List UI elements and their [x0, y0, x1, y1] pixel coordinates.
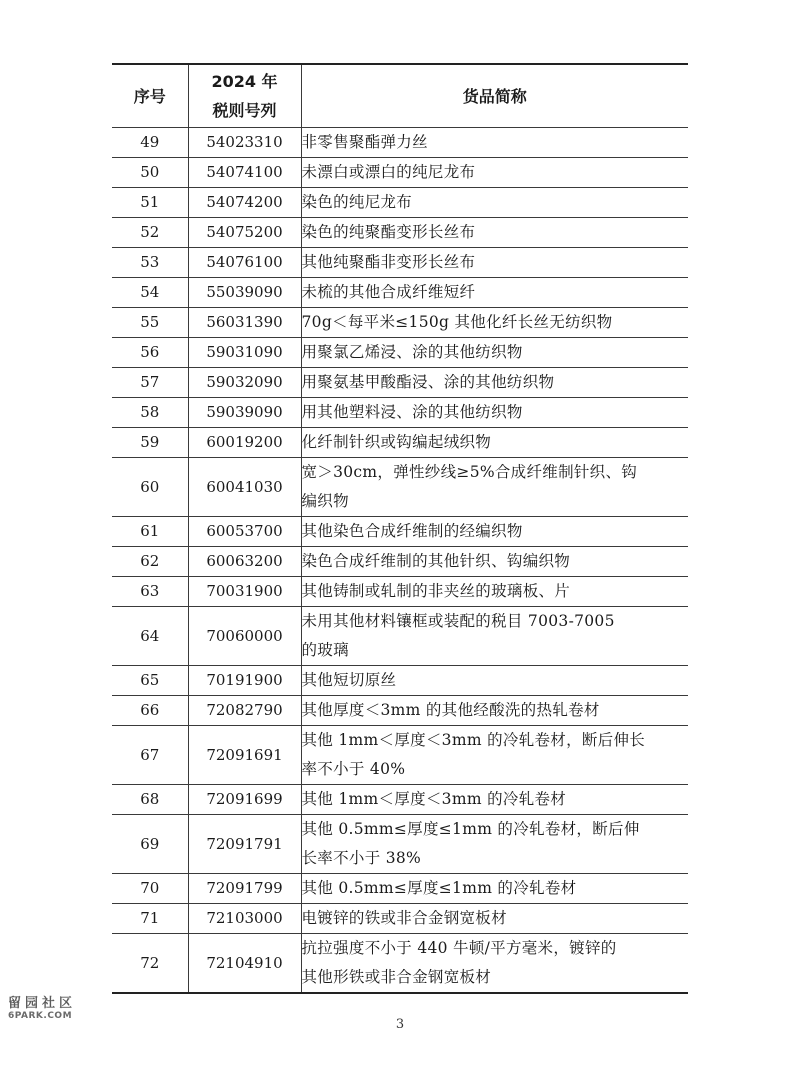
row-goods-name — [301, 815, 688, 874]
row-goods-name — [301, 785, 688, 815]
row-goods-name — [301, 458, 688, 517]
row-goods-name — [301, 666, 688, 696]
table-row — [112, 934, 688, 994]
goods-name-line: 非零售聚酯弹力丝 — [301, 133, 428, 151]
row-goods-name — [301, 308, 688, 338]
header-name: 货品简称 — [301, 64, 688, 128]
row-tariff-code: 60019200 — [188, 428, 301, 458]
row-tariff-code: 72082790 — [188, 696, 301, 726]
table-row — [112, 726, 688, 785]
row-tariff-code: 70031900 — [188, 577, 301, 607]
row-goods-name — [301, 128, 688, 158]
page-number: 3 — [395, 1017, 405, 1032]
goods-name-line: 编织物 — [301, 492, 349, 510]
row-goods-name — [301, 696, 688, 726]
goods-name-line: 其他短切原丝 — [301, 671, 397, 689]
goods-name-line: 用聚氨基甲酸酯浸、涂的其他纺织物 — [301, 373, 555, 391]
table-body — [112, 128, 688, 994]
row-seq: 67 — [112, 726, 188, 785]
row-goods-name — [301, 577, 688, 607]
row-seq: 65 — [112, 666, 188, 696]
row-seq: 60 — [112, 458, 188, 517]
row-goods-name — [301, 398, 688, 428]
goods-name-line: 未梳的其他合成纤维短纤 — [301, 283, 476, 301]
table-row — [112, 785, 688, 815]
row-seq: 64 — [112, 607, 188, 666]
row-goods-name — [301, 158, 688, 188]
watermark-en: 6PARK.COM — [8, 1011, 73, 1021]
goods-name-line: 长率不小于 38% — [301, 849, 422, 867]
row-tariff-code: 56031390 — [188, 308, 301, 338]
goods-name-line: 的玻璃 — [301, 641, 349, 659]
row-seq: 72 — [112, 934, 188, 994]
row-goods-name — [301, 517, 688, 547]
table-row — [112, 458, 688, 517]
row-tariff-code: 59031090 — [188, 338, 301, 368]
table-row — [112, 338, 688, 368]
row-tariff-code: 54075200 — [188, 218, 301, 248]
row-tariff-code: 70060000 — [188, 607, 301, 666]
row-seq: 61 — [112, 517, 188, 547]
row-seq: 63 — [112, 577, 188, 607]
row-tariff-code: 72104910 — [188, 934, 301, 994]
row-seq: 50 — [112, 158, 188, 188]
table-row — [112, 368, 688, 398]
row-seq: 52 — [112, 218, 188, 248]
goods-name-line: 其他染色合成纤维制的经编织物 — [301, 522, 523, 540]
table-row — [112, 874, 688, 904]
row-seq: 51 — [112, 188, 188, 218]
row-tariff-code: 60063200 — [188, 547, 301, 577]
row-tariff-code: 54023310 — [188, 128, 301, 158]
goods-name-line: 染色合成纤维制的其他针织、钩编织物 — [301, 552, 571, 570]
row-seq: 54 — [112, 278, 188, 308]
table-row — [112, 696, 688, 726]
header-code-line2: 税则号列 — [212, 101, 277, 120]
table-row — [112, 128, 688, 158]
goods-name-line: 未用其他材料镶框或装配的税目 7003-7005 — [301, 612, 615, 630]
goods-name-line: 染色的纯聚酯变形长丝布 — [301, 223, 476, 241]
row-tariff-code: 54076100 — [188, 248, 301, 278]
row-goods-name — [301, 188, 688, 218]
row-seq: 53 — [112, 248, 188, 278]
table-row — [112, 547, 688, 577]
row-goods-name — [301, 218, 688, 248]
row-seq: 57 — [112, 368, 188, 398]
header-code-line1: 2024 年 — [211, 72, 278, 91]
row-tariff-code: 60041030 — [188, 458, 301, 517]
goods-name-line: 化纤制针织或钩编起绒织物 — [301, 433, 492, 451]
table-row — [112, 904, 688, 934]
goods-name-line: 其他 1mm＜厚度＜3mm 的冷轧卷材，断后伸长 — [301, 731, 646, 749]
row-seq: 70 — [112, 874, 188, 904]
table-row — [112, 308, 688, 338]
row-goods-name — [301, 338, 688, 368]
row-goods-name — [301, 547, 688, 577]
goods-name-line: 染色的纯尼龙布 — [301, 193, 413, 211]
table-row — [112, 815, 688, 874]
table-row — [112, 517, 688, 547]
table-row — [112, 278, 688, 308]
row-seq: 55 — [112, 308, 188, 338]
goods-name-line: 其他铸制或轧制的非夹丝的玻璃板、片 — [301, 582, 571, 600]
goods-name-line: 其他纯聚酯非变形长丝布 — [301, 253, 476, 271]
row-goods-name — [301, 874, 688, 904]
row-goods-name — [301, 934, 688, 994]
row-tariff-code: 72091791 — [188, 815, 301, 874]
table-row — [112, 188, 688, 218]
row-seq: 58 — [112, 398, 188, 428]
goods-name-line: 其他 1mm＜厚度＜3mm 的冷轧卷材 — [301, 790, 567, 808]
goods-name-line: 宽＞30cm，弹性纱线≥5%合成纤维制针织、钩 — [301, 463, 638, 481]
row-tariff-code: 72091799 — [188, 874, 301, 904]
row-goods-name — [301, 278, 688, 308]
table-row — [112, 398, 688, 428]
row-goods-name — [301, 904, 688, 934]
row-tariff-code: 55039090 — [188, 278, 301, 308]
row-goods-name — [301, 607, 688, 666]
row-tariff-code: 54074200 — [188, 188, 301, 218]
row-tariff-code: 59039090 — [188, 398, 301, 428]
table-row — [112, 428, 688, 458]
table-row — [112, 218, 688, 248]
goods-name-line: 其他 0.5mm≤厚度≤1mm 的冷轧卷材 — [301, 879, 577, 897]
row-goods-name — [301, 726, 688, 785]
goods-name-line: 用其他塑料浸、涂的其他纺织物 — [301, 403, 523, 421]
goods-name-line: 抗拉强度不小于 440 牛顿/平方毫米，镀锌的 — [301, 939, 617, 957]
table-row — [112, 666, 688, 696]
goods-name-line: 率不小于 40% — [301, 760, 406, 778]
row-goods-name — [301, 368, 688, 398]
row-seq: 62 — [112, 547, 188, 577]
goods-name-line: 用聚氯乙烯浸、涂的其他纺织物 — [301, 343, 523, 361]
goods-name-line: 其他 0.5mm≤厚度≤1mm 的冷轧卷材，断后伸 — [301, 820, 640, 838]
table-row — [112, 248, 688, 278]
goods-name-line: 电镀锌的铁或非合金钢宽板材 — [301, 909, 507, 927]
row-seq: 68 — [112, 785, 188, 815]
goods-name-line: 其他厚度＜3mm 的其他经酸洗的热轧卷材 — [301, 701, 600, 719]
tariff-table — [112, 63, 688, 994]
row-seq: 49 — [112, 128, 188, 158]
row-seq: 59 — [112, 428, 188, 458]
header-seq: 序号 — [112, 64, 188, 128]
row-seq: 66 — [112, 696, 188, 726]
row-goods-name — [301, 428, 688, 458]
row-seq: 71 — [112, 904, 188, 934]
table-header-row — [112, 64, 688, 128]
table-row — [112, 577, 688, 607]
table-row — [112, 607, 688, 666]
goods-name-line: 未漂白或漂白的纯尼龙布 — [301, 163, 476, 181]
row-goods-name — [301, 248, 688, 278]
row-tariff-code: 60053700 — [188, 517, 301, 547]
row-seq: 56 — [112, 338, 188, 368]
goods-name-line: 70g＜每平米≤150g 其他化纤长丝无纺织物 — [301, 313, 613, 331]
header-code — [188, 64, 301, 128]
watermark-cn: 留园社区 — [8, 996, 77, 1011]
row-tariff-code: 72103000 — [188, 904, 301, 934]
row-tariff-code: 54074100 — [188, 158, 301, 188]
row-seq: 69 — [112, 815, 188, 874]
table-row — [112, 158, 688, 188]
goods-name-line: 其他形铁或非合金钢宽板材 — [301, 968, 492, 986]
row-tariff-code: 72091699 — [188, 785, 301, 815]
row-tariff-code: 70191900 — [188, 666, 301, 696]
row-tariff-code: 72091691 — [188, 726, 301, 785]
row-tariff-code: 59032090 — [188, 368, 301, 398]
